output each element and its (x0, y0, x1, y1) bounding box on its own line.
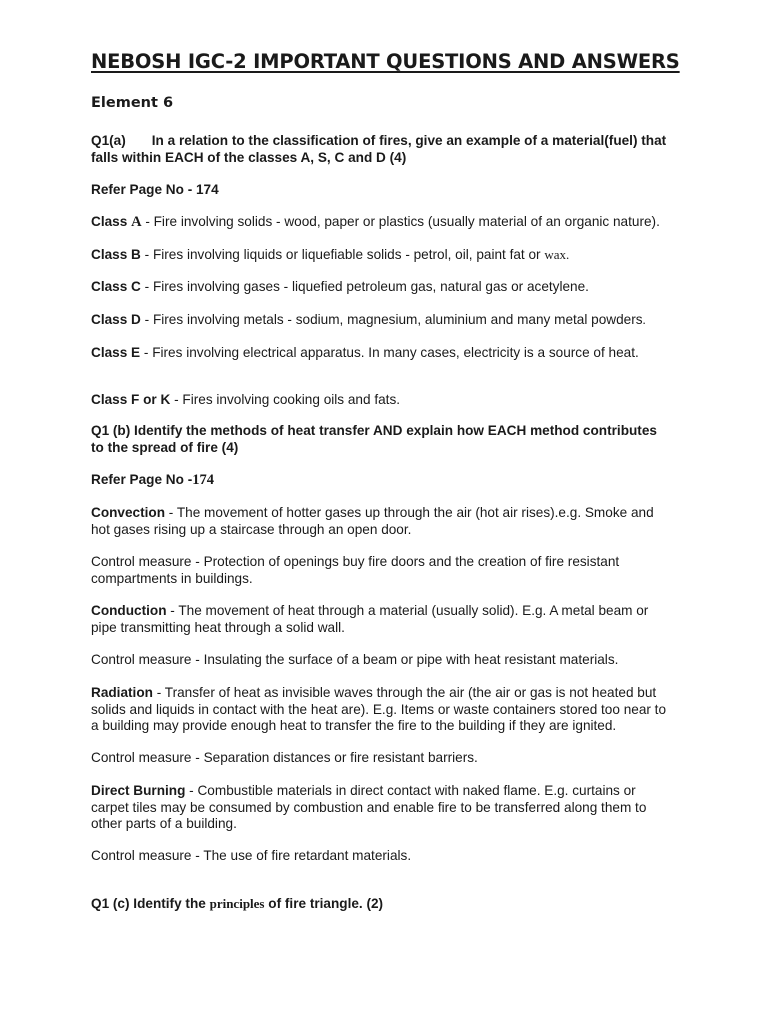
refer-page-2-label: Refer Page No - (91, 472, 193, 487)
radiation-control: Control measure - Separation distances or fire resistant barriers. (91, 750, 478, 765)
question-1a (91, 133, 679, 166)
element-heading: Element 6 (91, 95, 174, 111)
class-d-tail: . (642, 312, 646, 327)
question-1a-label: Q1(a) (91, 133, 126, 148)
direct-burning-paragraph (91, 783, 679, 833)
class-f-line (91, 392, 679, 409)
conduction-control: Control measure - Insulating the surface of a beam or pipe with heat resistant materials. (91, 652, 619, 667)
question-1a-text-line1: In a relation to the classification of fires, give an example of a material(fuel) that (151, 133, 667, 148)
convection-control-line1: Control measure - Protection of openings buy fire doors and the creation of fire resistant (91, 554, 620, 569)
conduction-line2: pipe transmitting heat through a solid wall. (91, 619, 345, 635)
direct-burning-line2: carpet tiles may be consumed by combustion and enable fire to be transferred along them to (91, 799, 647, 815)
convection-line1: - The movement of hotter gases up through the air (hot air rises).e.g. Smoke and (165, 505, 654, 520)
class-a-label: Class (91, 214, 128, 229)
refer-page-2 (91, 472, 679, 489)
class-a-desc: - Fire involving solids - wood, paper or plastics (usually material of an organic nature). (141, 214, 660, 229)
direct-burning-term: Direct Burning (91, 783, 186, 798)
radiation-line3: a building may provide enough heat to transfer the fire to the building if they are ignited. (91, 718, 617, 733)
convection-control (91, 554, 679, 587)
direct-burning-control: Control measure - The use of fire retardant materials. (91, 848, 412, 863)
direct-burning-line3: other parts of a building. (91, 816, 237, 831)
radiation-line2: solids and liquids in contact with the heat are). E.g. Items or waste containers stored too near to (91, 701, 667, 717)
class-d-desc: - Fires involving metals - sodium, magnesium, aluminium and many metal powders (140, 312, 643, 327)
question-1a-text-line2: falls within EACH of the classes A, S, C and D (4) (91, 149, 407, 165)
class-e-line (91, 345, 679, 362)
question-1b-line2: to the spread of fire (4) (91, 439, 239, 455)
convection-line2: hot gases rising up a staircase through an open door. (91, 521, 412, 537)
class-a-line (91, 214, 679, 231)
class-c-desc: - Fires involving gases - liquefied petroleum gas, natural gas or acetylene. (140, 279, 589, 294)
convection-paragraph (91, 505, 679, 538)
conduction-line1: - The movement of heat through a material (usually solid). E.g. A metal beam or (166, 603, 649, 618)
radiation-paragraph (91, 685, 679, 735)
class-e-desc: - Fires involving electrical apparatus. In many cases, electricity is a source of heat. (140, 345, 639, 360)
class-b-tail: wax. (544, 247, 570, 262)
refer-page-2-number: 174 (192, 472, 214, 488)
class-a-letter: A (131, 214, 142, 230)
question-1c (91, 896, 679, 913)
class-b-label: Class B (91, 247, 141, 262)
class-c-label: Class C (91, 279, 141, 294)
radiation-term: Radiation (91, 685, 153, 700)
document-title: NEBOSH IGC-2 IMPORTANT QUESTIONS AND ANSWERS (91, 50, 680, 73)
question-1c-part3: of fire triangle. (2) (264, 896, 384, 911)
conduction-paragraph (91, 603, 679, 636)
question-1b-line1: Q1 (b) Identify the methods of heat transfer AND explain how EACH method contributes (91, 423, 657, 438)
class-b-line (91, 247, 679, 264)
class-b-desc: - Fires involving liquids or liquefiable solids - petrol, oil, paint fat or (140, 247, 545, 262)
convection-control-line2: compartments in buildings. (91, 570, 253, 586)
question-1b (91, 423, 679, 456)
class-f-label: Class F or K (91, 392, 171, 407)
class-c-line (91, 279, 679, 296)
class-d-label: Class D (91, 312, 141, 327)
radiation-line1: - Transfer of heat as invisible waves through the air (the air or gas is not heated but (152, 685, 657, 700)
question-1c-part2: principles (209, 896, 265, 911)
question-1c-part1: Q1 (c) Identify the (91, 896, 210, 911)
convection-term: Convection (91, 505, 166, 520)
direct-burning-line1: - Combustible materials in direct contact with naked flame. E.g. curtains or (185, 783, 636, 798)
refer-page-1: Refer Page No - 174 (91, 182, 219, 197)
class-d-line (91, 312, 679, 329)
class-f-desc: - Fires involving cooking oils and fats. (170, 392, 401, 407)
class-e-label: Class E (91, 345, 141, 360)
conduction-term: Conduction (91, 603, 167, 618)
